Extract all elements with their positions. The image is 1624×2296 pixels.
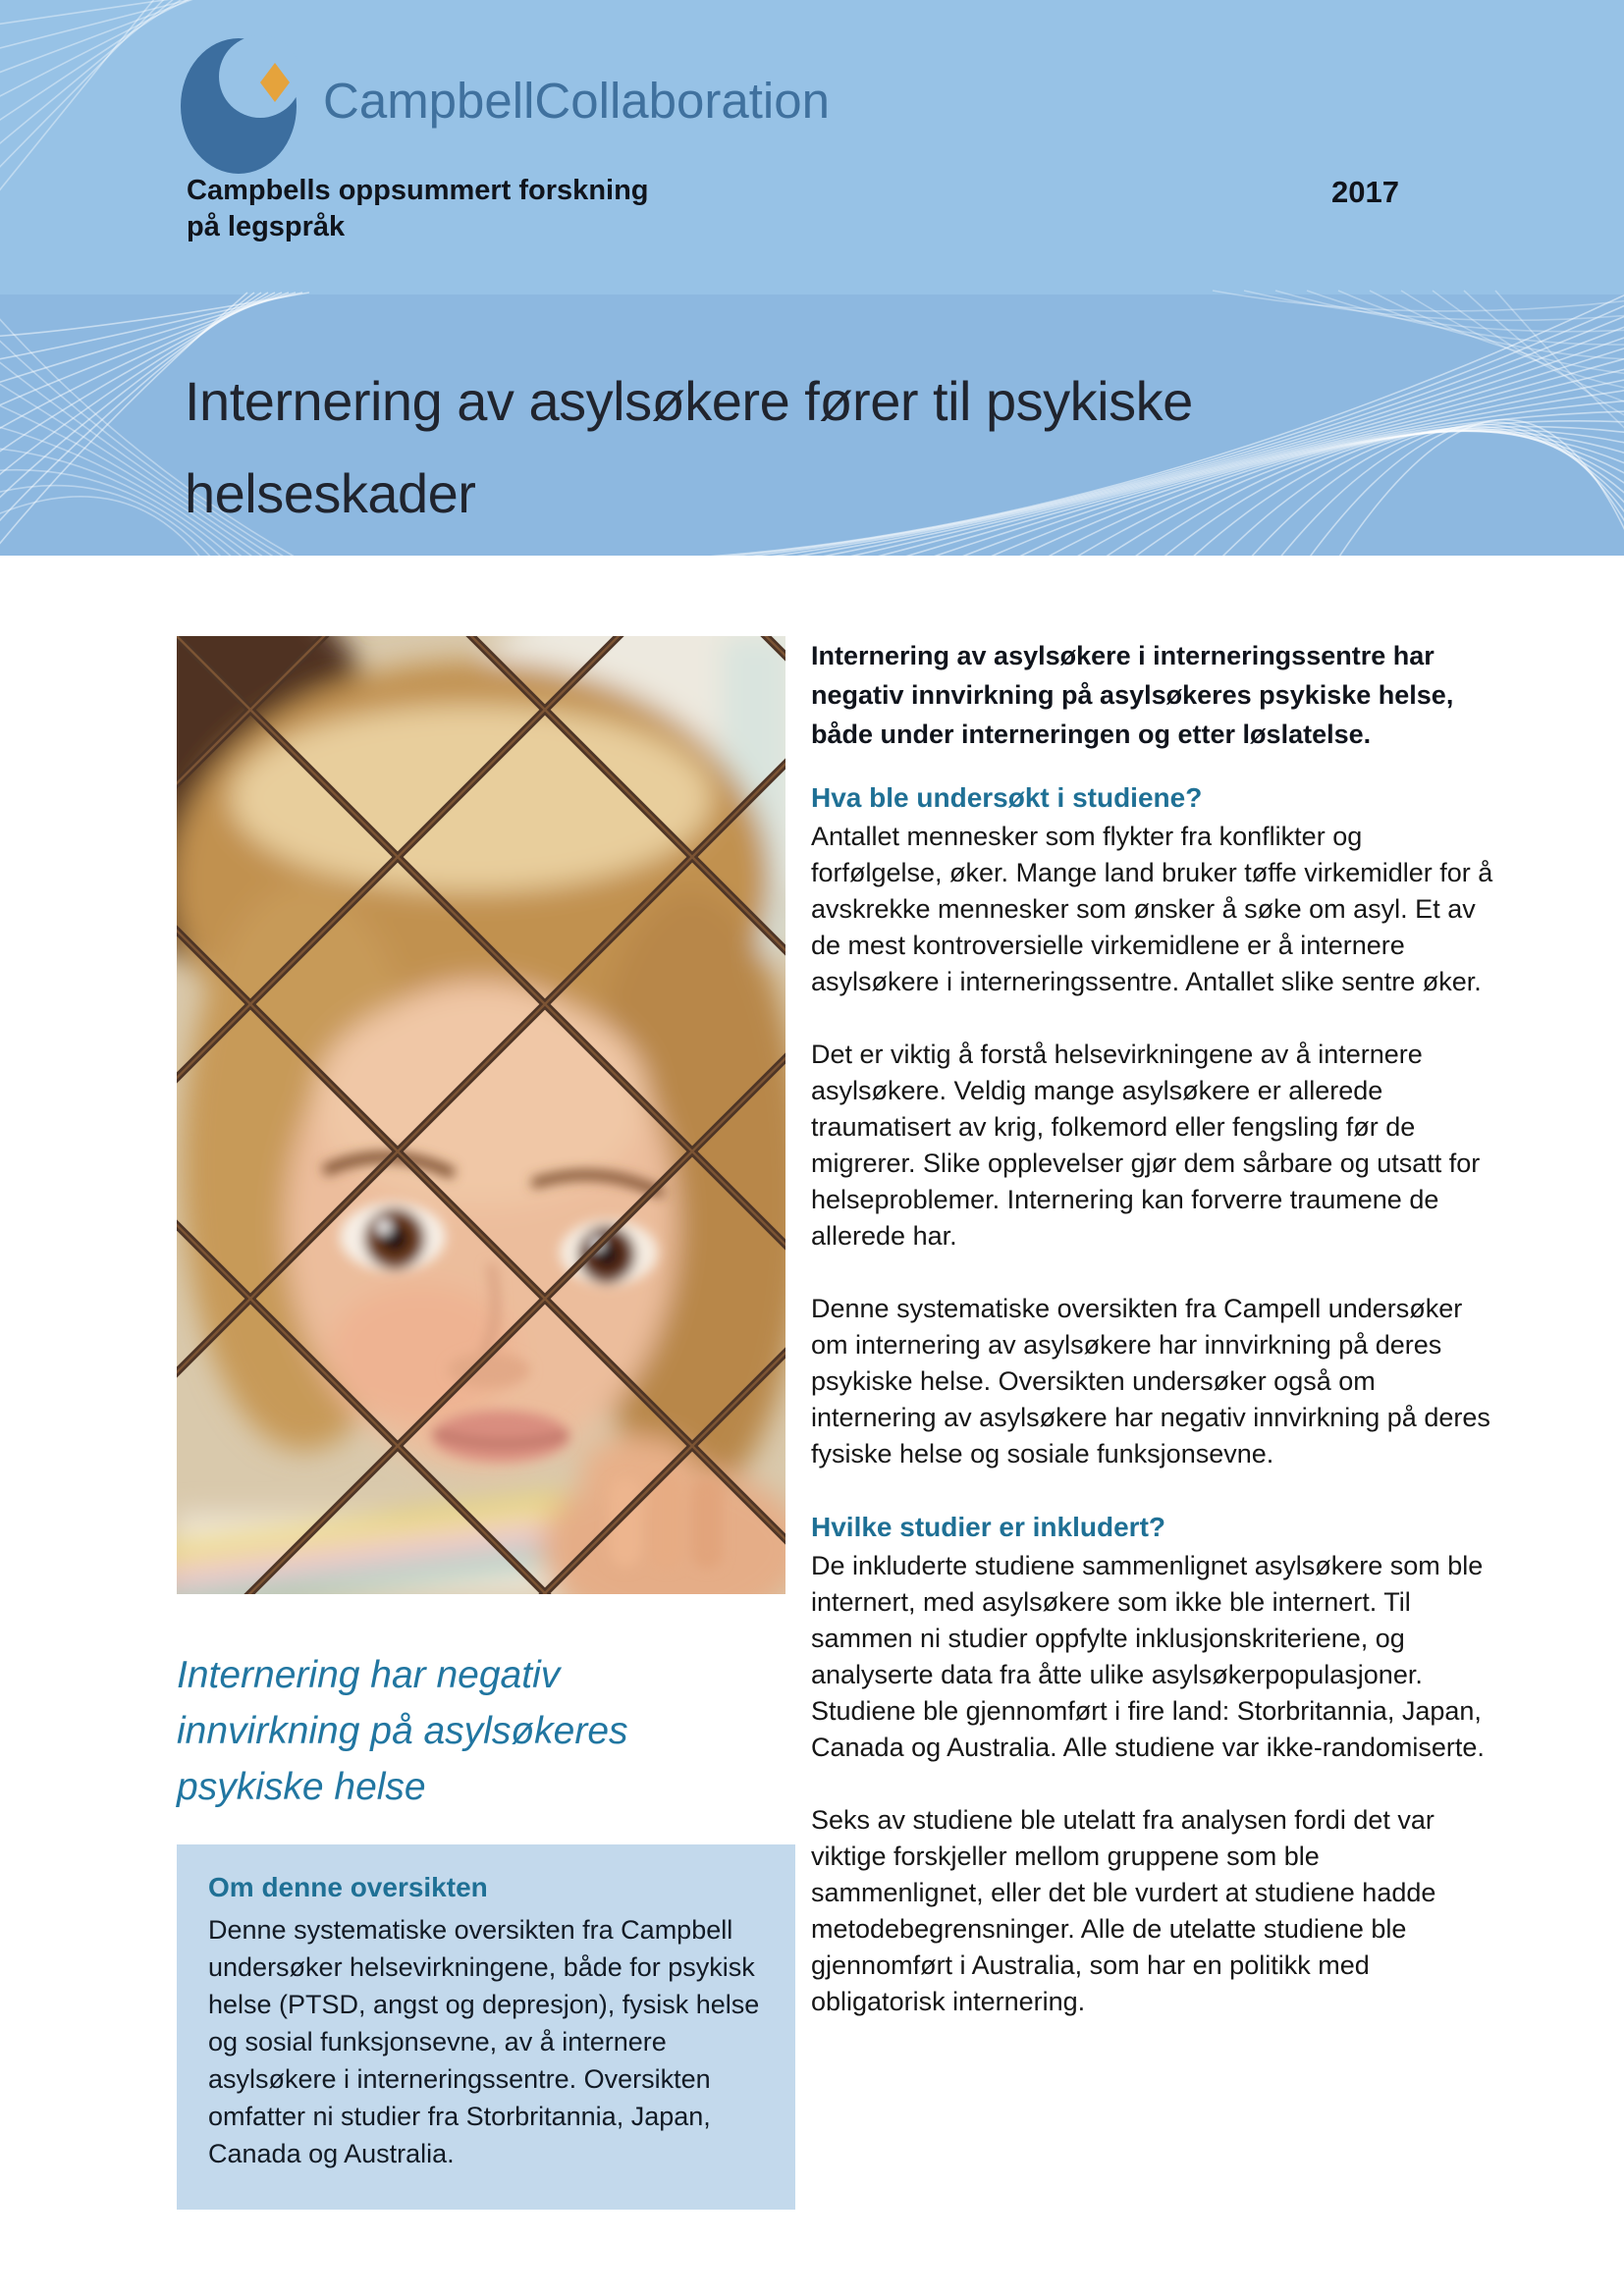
section-heading-included-studies: Hvilke studier er inkludert? — [811, 1512, 1165, 1542]
title-band — [0, 294, 1624, 556]
paragraph: Antallet mennesker som flykter fra konflikter og forfølgelse, øker. Mange land bruker tøffe virkemidler for å avskrekke mennesker som ønsker å søke om asyl. Et av de mest kontroversielle virkemidlene er å internere asylsøkere i interneringssentre. Antallet slike sentre øker. — [811, 822, 1493, 996]
kicker-line1: Campbells oppsummert forskning — [187, 175, 649, 206]
paragraph: Seks av studiene ble utelatt fra analysen fordi det var viktige forskjeller mellom gruppene som ble sammenlignet, eller det ble vurdert at studiene hadde metodebegrensninger. Alle de utelatte studiene ble gjennomført i Australia, som har en politikk med obligatorisk internering. — [811, 1805, 1436, 2016]
paragraph: Det er viktig å forstå helsevirkningene av å internere asylsøkere. Veldig mange asylsøkere er allerede traumatisert av krig, folkemord eller fengsling før de migrerer. Slike opplevelser gjør dem sårbare og utsatt for helseproblemer. Internering kan forverre traumene de allerede har. — [811, 1040, 1481, 1251]
about-box-body: Denne systematiske oversikten fra Campbell undersøker helsevirkningene, både for psykisk helse (PTSD, angst og depresjon), fysisk helse og sosial funksjonsevne, av å internere asylsøkere i interneringssentre. Oversikten omfatter ni studier fra Storbritannia, Japan, Canada og Australia. — [208, 1915, 760, 2168]
kicker — [187, 173, 649, 245]
paragraph: Denne systematiske oversikten fra Campell undersøker om internering av asylsøkere har innvirkning på deres psykiske helse. Oversikten undersøker også om internering av asylsøkere har negativ innvirkning på deres fysiske helse og sosiale funksjonsevne. — [811, 1294, 1490, 1468]
about-box-heading: Om denne oversikten — [208, 1872, 488, 1902]
campbell-logo-icon — [180, 26, 299, 175]
intro-paragraph: Internering av asylsøkere i interneringssentre har negativ innvirkning på asylsøkeres psykiske helse, både under interneringen og etter løslatelse. — [811, 641, 1454, 749]
kicker-line2: på legspråk — [187, 211, 346, 242]
campbell-logo — [180, 26, 830, 175]
paragraph: De inkluderte studiene sammenlignet asylsøkere som ble internert, med asylsøkere som ikke ble internert. Til sammen ni studier oppfylte inklusjonskriteriene, og analyserte data fra åtte ulike asylsøkerpopulasjoner. Studiene ble gjennomført i fire land: Storbritannia, Japan, Canada og Australia. Alle studiene var ikke-randomiserte. — [811, 1551, 1485, 1762]
masthead — [0, 0, 1624, 294]
pull-quote: Internering har negativ innvirkning på asylsøkeres psykiske helse — [177, 1654, 628, 1808]
page-title: Internering av asylsøkere fører til psykiske helseskader — [185, 370, 1193, 524]
section-heading-studies-examined: Hva ble undersøkt i studiene? — [811, 782, 1203, 813]
right-column — [811, 636, 1498, 2210]
year-label: 2017 — [1331, 175, 1399, 209]
photo-illustration — [177, 636, 785, 1594]
asylum-child-photo — [177, 636, 785, 1594]
about-box — [177, 1844, 795, 2210]
content — [0, 556, 1624, 2210]
left-column — [177, 636, 795, 2210]
logo-text: CampbellCollaboration — [323, 72, 830, 129]
